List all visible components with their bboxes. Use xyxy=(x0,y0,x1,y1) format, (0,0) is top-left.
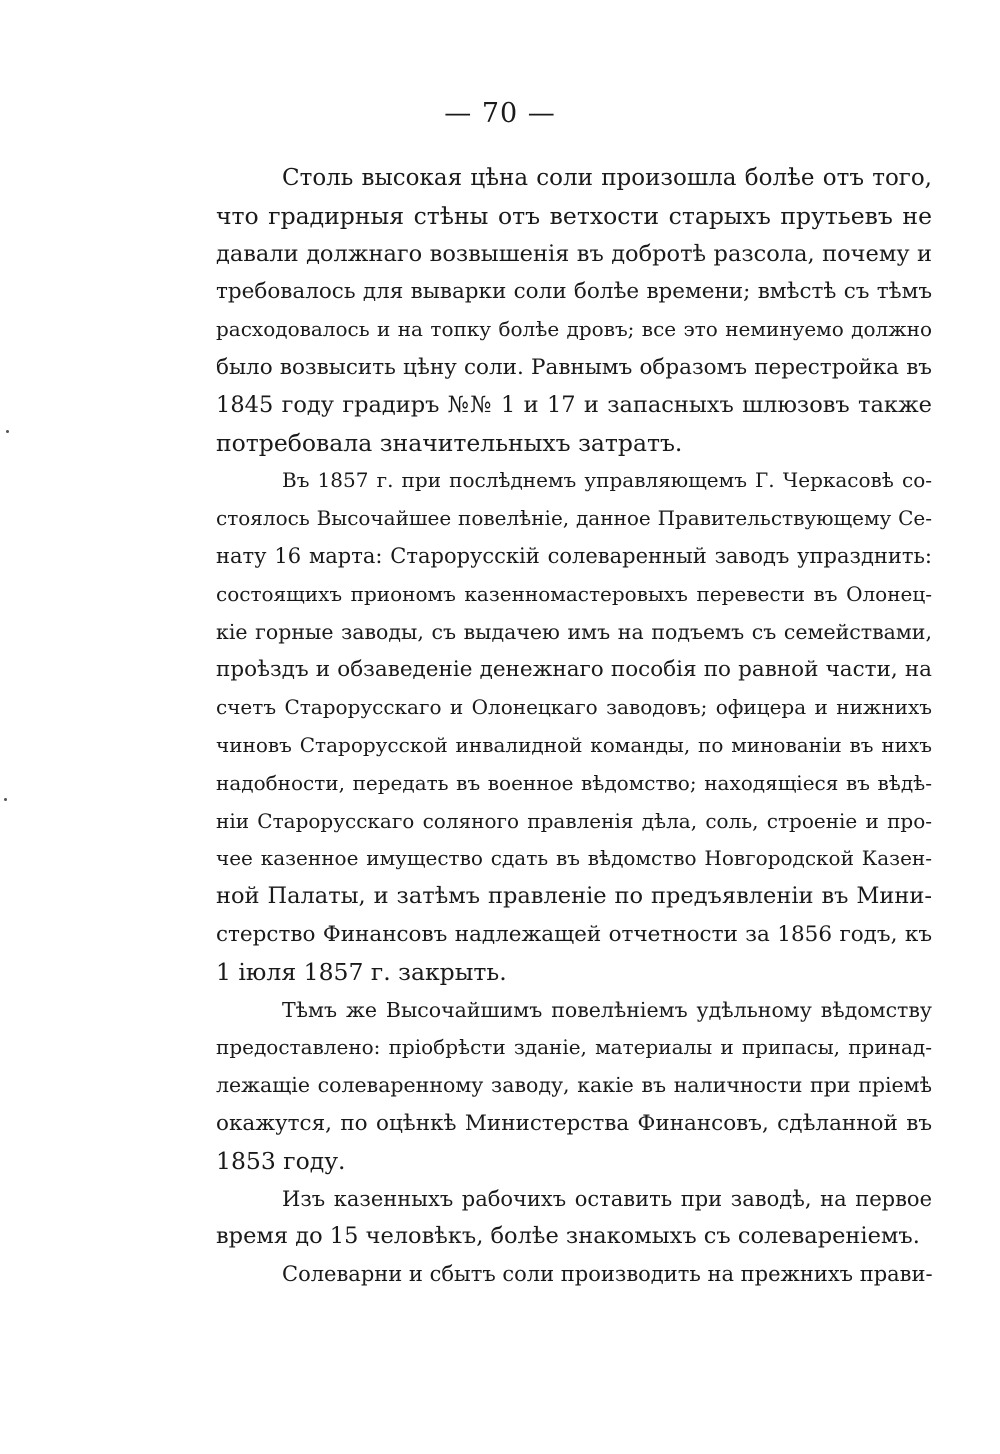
text-line: счетъ Старорусскаго и Олонецкаго заводовъ; офицера и нижнихъ xyxy=(216,695,932,720)
text-line: время до 15 человѣкъ, болѣе знакомыхъ съ солевареніемъ. xyxy=(216,1223,920,1250)
text-line: стоялось Высочайшее повелѣніе, данное Правительствующему Се- xyxy=(216,506,932,531)
text-line: состоящихъ приономъ казенномастеровыхъ перевести въ Олонец- xyxy=(216,581,932,606)
text-line: надобности, передать въ военное вѣдомство; находящіеся въ вѣдѣ- xyxy=(216,770,932,795)
text-line: чее казенное имущество сдать въ вѣдомство Новгородской Казен- xyxy=(216,846,932,871)
text-line: проѣздъ и обзаведеніе денежнаго пособія по равной части, на xyxy=(216,657,932,683)
body-text xyxy=(216,160,932,1294)
text-line: Тѣмъ же Высочайшимъ повелѣніемъ удѣльному вѣдомству xyxy=(282,997,932,1022)
text-line: лежащіе солеваренному заводу, какіе въ наличности при пріемѣ xyxy=(216,1073,932,1098)
text-line: расходовалось и на топку болѣе дровъ; все это неминуемо должно xyxy=(216,317,932,342)
text-line: требовалось для выварки соли болѣе времени; вмѣстѣ съ тѣмъ xyxy=(216,279,932,305)
text-line: 1845 году градиръ №№ 1 и 17 и запасныхъ шлюзовъ также xyxy=(216,391,932,418)
text-line: ной Палаты, и затѣмъ правленіе по предъявленіи въ Мини- xyxy=(216,883,932,910)
text-line: 1 іюля 1857 г. закрыть. xyxy=(216,957,507,986)
text-line: предоставлено: пріобрѣсти зданіе, материалы и припасы, принад- xyxy=(216,1035,932,1060)
text-line: Изъ казенныхъ рабочихъ оставить при заводѣ, на первое xyxy=(282,1186,932,1211)
scan-speck xyxy=(6,430,9,433)
page-number: — 70 — xyxy=(444,98,556,129)
text-line: кіе горные заводы, съ выдачею имъ на подъемъ съ семействами, xyxy=(216,619,932,644)
text-line: было возвысить цѣну соли. Равнымъ образомъ перестройка въ xyxy=(216,354,932,380)
text-line: стерство Финансовъ надлежащей отчетности за 1856 годъ, къ xyxy=(216,921,932,947)
text-line: Столь высокая цѣна соли произошла болѣе отъ того, xyxy=(282,165,932,191)
text-line: нату 16 марта: Старорусскій солеваренный заводъ упразднить: xyxy=(216,543,932,568)
text-line: окажутся, по оцѣнкѣ Министерства Финансовъ, сдѣланной въ xyxy=(216,1110,932,1136)
text-line: потребовала значительныхъ затратъ. xyxy=(216,428,683,457)
text-line: чиновъ Старорусской инвалидной команды, по минованіи въ нихъ xyxy=(216,732,932,757)
text-line: давали должнаго возвышенія въ добротѣ разсола, почему и xyxy=(216,240,932,267)
text-line: Солеварни и сбытъ соли производить на прежнихъ прави- xyxy=(282,1262,933,1287)
text-line: что градирныя стѣны отъ ветхости старыхъ прутьевъ не xyxy=(216,201,932,230)
text-line: 1853 году. xyxy=(216,1146,346,1175)
scan-speck xyxy=(4,798,7,801)
text-line: Въ 1857 г. при послѣднемъ управляющемъ Г. Черкасовѣ со- xyxy=(282,468,932,493)
text-line: ніи Старорусскаго соляного правленія дѣла, соль, строеніе и про- xyxy=(216,808,932,833)
